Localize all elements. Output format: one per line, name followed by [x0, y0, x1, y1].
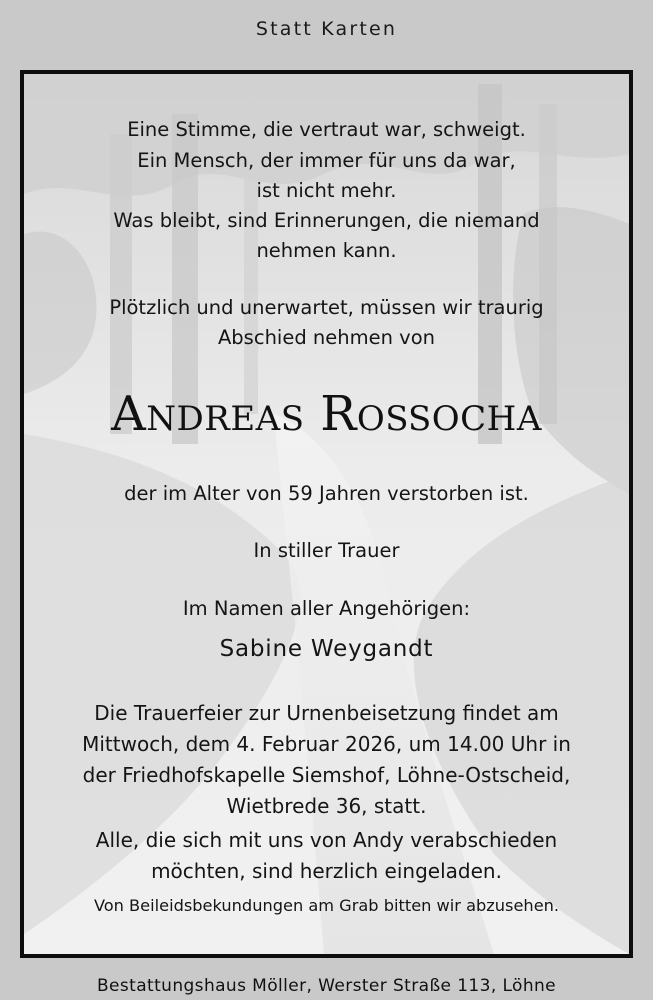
poem-line-1: Eine Stimme, die vertraut war, schweigt.	[127, 118, 526, 141]
funeral-home-footer: Bestattungshaus Möller, Werster Straße 113, Löhne	[96, 976, 557, 996]
ceremony-line-2: Mittwoch, dem 4. Februar 2026, um 14.00 Uhr in	[82, 732, 571, 756]
condolence-note: Von Beileidsbekundungen am Grab bitten wir abzusehen.	[93, 896, 560, 915]
announcement-line-1: Plötzlich und unerwartet, müssen wir traurig	[109, 296, 544, 319]
poem-line-5: nehmen kann.	[256, 239, 397, 262]
relatives-line: Im Namen aller Angehörigen:	[182, 597, 471, 620]
poem-line-4: Was bleibt, sind Erinnerungen, die niemand	[113, 209, 540, 232]
poem-line-3: ist nicht mehr.	[256, 179, 397, 202]
ceremony-line-1: Die Trauerfeier zur Urnenbeisetzung findet am	[94, 701, 559, 725]
header-title: Statt Karten	[255, 18, 398, 40]
deceased-name: Andreas Roßocha	[111, 386, 542, 442]
ceremony-line-3: der Friedhofskapelle Siemshof, Löhne-Ostscheid,	[82, 763, 571, 787]
ceremony-line-4: Wietbrede 36, statt.	[226, 794, 427, 818]
obituary-content	[24, 74, 629, 954]
poem-line-2: Ein Mensch, der immer für uns da war,	[137, 149, 516, 172]
age-line: der im Alter von 59 Jahren verstorben ist.	[124, 482, 529, 505]
mourning-text: In stiller Trauer	[253, 539, 400, 562]
announcement-line-2: Abschied nehmen von	[217, 326, 436, 349]
mourner-name: Sabine Weygandt	[219, 636, 434, 662]
obituary-card	[20, 70, 633, 958]
invitation-line-1: Alle, die sich mit uns von Andy verabschieden	[95, 828, 558, 852]
invitation-line-2: möchten, sind herzlich eingeladen.	[151, 859, 502, 883]
